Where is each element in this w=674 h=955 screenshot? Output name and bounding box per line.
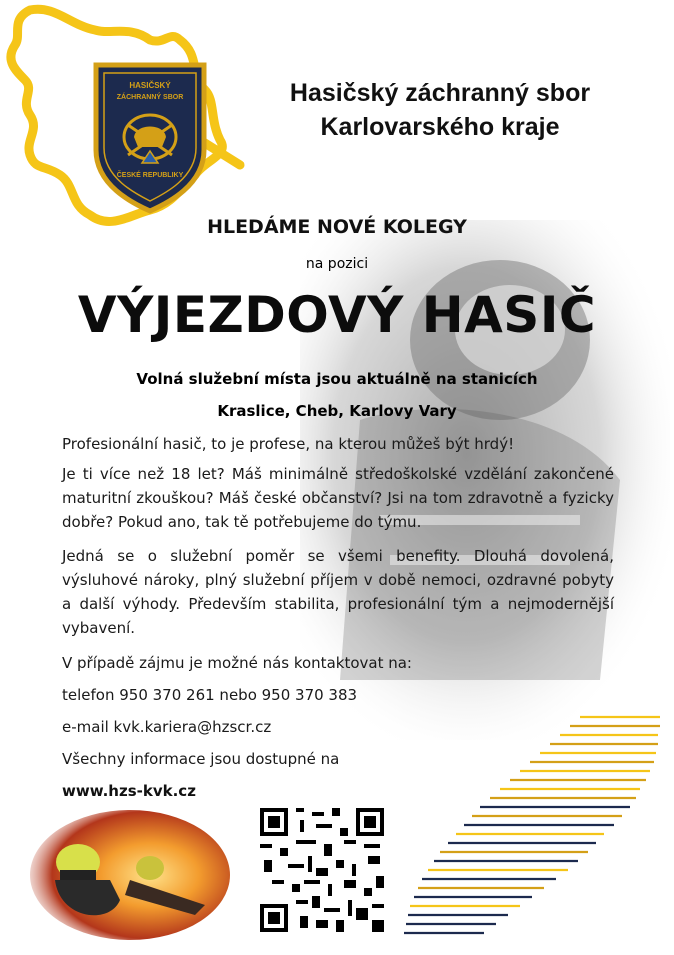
benefits-paragraph: Jedná se o služební poměr se všemi benefity. Dlouhá dovolená, výsluhové nároky, plný služební příjem v době nemoci, ozdravné pobyty a další výhody. Především stabilita, profesionální tým a nejmodernější vybavení. bbox=[62, 547, 614, 637]
org-title-line2: Karlovarského kraje bbox=[320, 113, 560, 141]
recruiting-headline: HLEDÁME NOVÉ KOLEGY bbox=[207, 216, 467, 238]
info-intro: Všechny informace jsou dostupné na bbox=[62, 750, 340, 768]
website-link[interactable]: www.hzs-kvk.cz bbox=[62, 782, 196, 800]
qr-code[interactable] bbox=[256, 804, 388, 936]
organization-title bbox=[240, 76, 640, 144]
stations-list: Kraslice, Cheb, Karlovy Vary bbox=[217, 402, 457, 420]
org-title-line1: Hasičský záchranný sbor bbox=[289, 79, 591, 107]
firefighters-in-fire-photo bbox=[30, 810, 230, 940]
requirements-paragraph: Je ti více než 18 let? Máš minimálně středoškolské vzdělání zakončené maturitní zkouškou? Máš české občanství? Jsi na tom zdravotně a fyzicky dobře? Pokud ano, tak tě potřebujeme do týmu. bbox=[62, 465, 614, 531]
contact-email[interactable]: e-mail kvk.kariera@hzscr.cz bbox=[62, 718, 272, 736]
contact-phone: telefon 950 370 261 nebo 950 370 383 bbox=[62, 686, 358, 704]
position-intro: na pozici bbox=[305, 256, 369, 272]
svg-text:HASIČSKÝ: HASIČSKÝ bbox=[129, 81, 171, 90]
stations-intro: Volná služební místa jsou aktuálně na stanicích bbox=[136, 370, 538, 388]
hzs-emblem-logo bbox=[88, 55, 212, 215]
decorative-stripes bbox=[400, 712, 670, 947]
contact-intro: V případě zájmu je možné nás kontaktovat na: bbox=[62, 654, 412, 672]
position-title: VÝJEZDOVÝ HASIČ bbox=[77, 286, 597, 344]
svg-text:ZÁCHRANNÝ SBOR: ZÁCHRANNÝ SBOR bbox=[116, 94, 184, 101]
intro-paragraph: Profesionální hasič, to je profese, na kterou můžeš být hrdý! bbox=[62, 435, 515, 453]
svg-text:ČESKÉ REPUBLIKY: ČESKÉ REPUBLIKY bbox=[116, 172, 184, 179]
